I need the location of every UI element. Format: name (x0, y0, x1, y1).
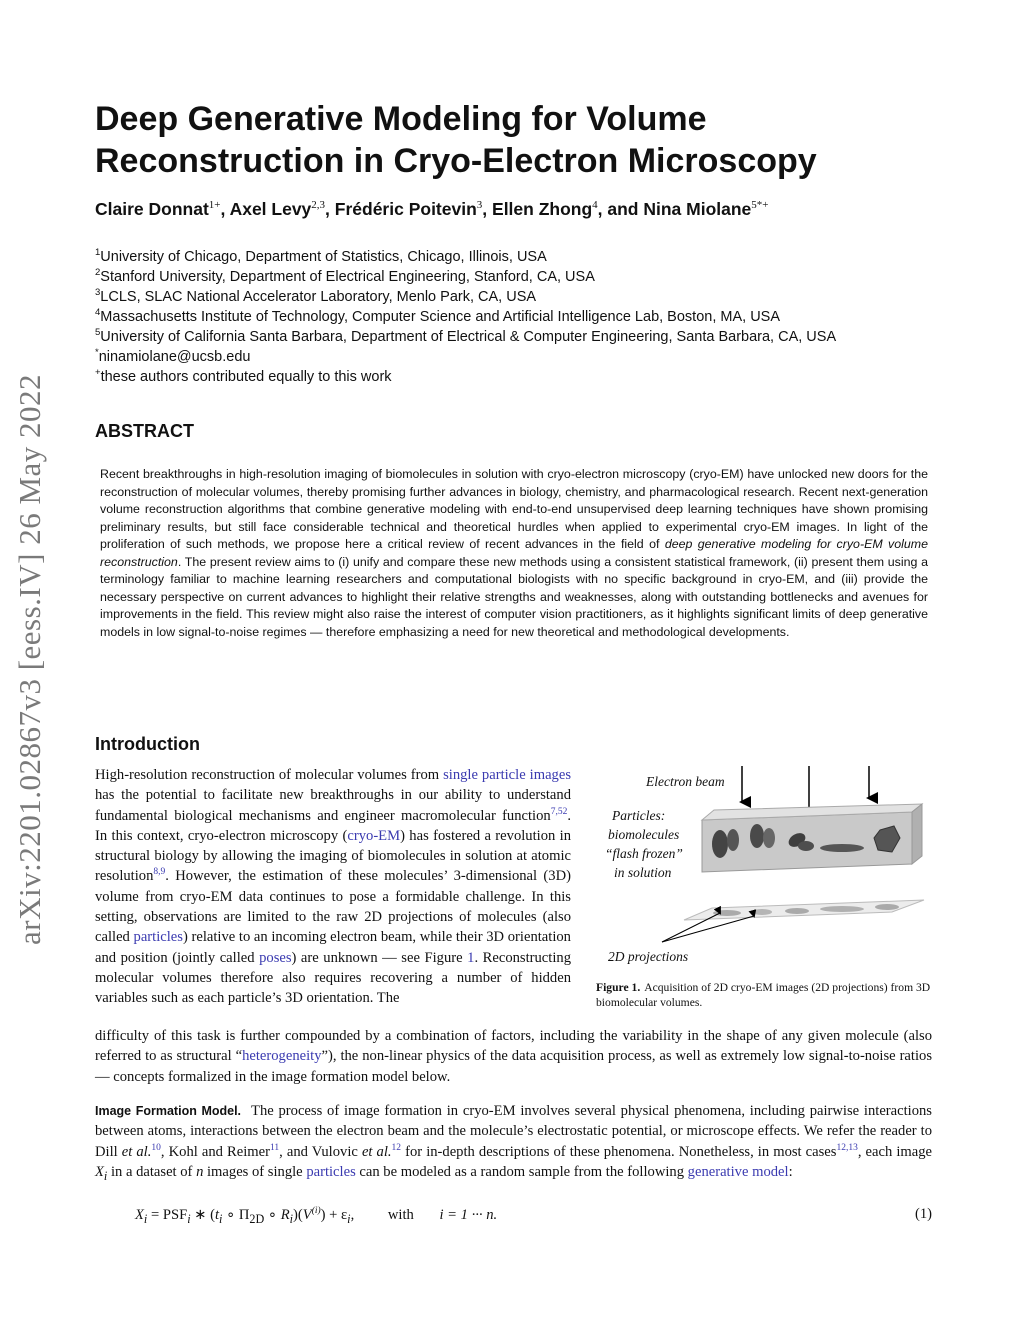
author-affil: 4 (592, 199, 598, 212)
figure-1 (592, 760, 937, 970)
paragraph-heading: Image Formation Model. (95, 1104, 242, 1118)
glossary-link[interactable]: poses (259, 949, 292, 966)
math-op: )( (293, 1207, 303, 1223)
particle (820, 844, 864, 852)
math-sub: i (143, 1211, 148, 1226)
affiliation-mark: 2 (95, 267, 101, 279)
affiliation-text: Massachusetts Institute of Technology, Computer Science and Artificial Intelligence Lab, Boston, MA, USA (100, 309, 781, 325)
author-affil: 3 (476, 199, 483, 212)
affiliation-mark: 1 (95, 247, 101, 259)
affiliation (95, 307, 836, 327)
figure-caption (596, 980, 936, 1010)
label-particles: in solution (614, 865, 672, 880)
math-op: ∘ (264, 1207, 281, 1223)
text-run: : (788, 1163, 793, 1180)
citation-link[interactable]: 11 (269, 1142, 280, 1153)
citation-link[interactable]: 10 (151, 1142, 161, 1153)
label-particles: Particles: (612, 808, 666, 823)
glossary-link[interactable]: heterogeneity (242, 1048, 322, 1065)
text-run: has the potential to facilitate new breakthroughs in our ability to understand fundamental biological mechanisms and engineer macromolecular function (95, 787, 571, 824)
abstract-emphasis: deep generative modeling for cryo-EM volume reconstruction (100, 537, 928, 569)
arxiv-identifier: arXiv:2201.02867v3 [eess.IV] 26 May 2022 (12, 373, 47, 945)
particle (763, 828, 775, 848)
math-var: X (135, 1207, 144, 1223)
author-name: Ellen Zhong (492, 199, 593, 219)
text-run: . In this context, cryo-electron microscopy ( (95, 807, 571, 844)
figure-diagram (592, 760, 937, 970)
affiliation-text: these authors contributed equally to this work (100, 369, 392, 385)
affiliation (95, 327, 836, 347)
text-run: ) are unknown — see Figure (291, 949, 468, 966)
text-run: . However, the estimation of these molecules’ 3-dimensional (3D) volume from cryo-EM data continues to pose a formidable challenge. In this setting, observations are limited to the raw 2D projections of molecules (also called (95, 868, 571, 946)
text-run: , Kohl and Reimer (160, 1143, 270, 1160)
introduction-heading: Introduction (95, 734, 200, 754)
glossary-link[interactable]: single particle images (443, 767, 571, 783)
affiliation-text: Stanford University, Department of Electrical Engineering, Stanford, CA, USA (100, 269, 595, 285)
math-var: V (302, 1207, 312, 1223)
math-sub: i (103, 1168, 108, 1183)
text-run: difficulty of this task is further compounded by a combination of factors, including the variability in the shape of any given molecule (also referred to as structural “ (95, 1028, 932, 1065)
math-op: = PSF (150, 1207, 188, 1223)
text-run: et al. (361, 1143, 392, 1160)
author-name: Frédéric Poitevin (334, 199, 477, 219)
math-text: with (387, 1207, 414, 1223)
math-var: n (196, 1163, 204, 1180)
author-affil: 1+ (208, 199, 221, 212)
citation-link[interactable]: 12 (391, 1142, 402, 1153)
text-run: ) has fostered a revolution in structural biology by allowing the imaging of biomolecules in solution at atomic resolution (95, 827, 572, 885)
math-sub: 2D (249, 1211, 265, 1226)
projection-plane (684, 900, 924, 920)
projection-arrow (662, 916, 754, 942)
affiliation-mark: + (95, 367, 101, 379)
particle (750, 824, 764, 848)
text-run: High-resolution reconstruction of molecular volumes from (95, 767, 444, 783)
text-run: et al. (121, 1143, 152, 1160)
text-run: ) relative to an incoming electron beam, while their 3D orientation and position (jointly called (95, 929, 571, 966)
figure-link[interactable]: 1 (467, 949, 475, 966)
text-run: can be modeled as a random sample from the following (355, 1163, 688, 1180)
label-particles: “flash frozen” (605, 846, 683, 861)
math-op: ∘ Π (222, 1207, 250, 1223)
text-run: ”), the non-linear physics of the data acquisition process, as well as extremely low signal-to-noise ratios — concepts formalized in the image formation model below. (95, 1048, 932, 1085)
particle (727, 829, 739, 851)
affiliation-mark: 5 (95, 327, 101, 339)
math-var: R (280, 1207, 290, 1223)
affiliation (95, 367, 836, 387)
equation-1 (135, 1206, 932, 1227)
math-var: X (95, 1163, 104, 1180)
author-affil: 2,3 (311, 199, 326, 212)
text-run: , each image (857, 1143, 933, 1160)
citation-link[interactable]: 12,13 (836, 1142, 858, 1153)
glossary-link[interactable]: particles (306, 1163, 356, 1180)
equation-number: (1) (914, 1206, 932, 1222)
affiliation-mark: 3 (95, 287, 101, 299)
glossary-link[interactable]: cryo-EM (347, 827, 401, 844)
math-var: t (214, 1207, 220, 1223)
glossary-link[interactable]: particles (133, 929, 183, 946)
text-run: images of single (203, 1163, 307, 1180)
math-op: ) + ε (320, 1207, 348, 1223)
math-op: , (350, 1207, 355, 1223)
affiliation (95, 267, 836, 287)
math-range: i = 1 ··· n. (439, 1207, 498, 1223)
caption-text: Acquisition of 2D cryo-EM images (2D projections) from 3D biomolecular volumes. (596, 981, 931, 1009)
math-sup: (i) (311, 1206, 321, 1217)
caption-label: Figure 1. (596, 981, 641, 994)
affiliation-text: University of California Santa Barbara, Department of Electrical & Computer Engineering, Santa Barbara, CA, USA (100, 329, 837, 345)
text-run: , and Vulovic (279, 1143, 362, 1160)
text-run: The process of image formation in cryo-EM involves several physical phenomena, including pairwise interactions between atoms, interactions between the electron beam and the molecule’s electrostatic potential, or microscope effects. We refer the reader to Dill (95, 1103, 932, 1160)
abstract-part: . The present review aims to (i) unify and compare these new methods using a consistent statistical framework, (ii) present them using a terminology familiar to machine learning researchers and computational biologists with no specific background in cryo-EM, and (iii) provide the necessary perspective on current advances to highlight their relative strengths and weaknesses, along with outstanding bottlenecks and avenues for improvements in the field. This review might also raise the interest of computer vision practitioners, as it highlights significant limits of deep generative models in low signal-to-noise regimes — therefore emphasizing a need for new theoretical and methodological developments. (100, 554, 928, 639)
text-run: in a dataset of (107, 1163, 197, 1180)
contact-email[interactable]: ninamiolane@ucsb.edu (98, 349, 251, 365)
glossary-link[interactable]: generative model (687, 1163, 789, 1180)
affiliation-mark: 4 (95, 307, 101, 319)
intro-paragraph-continued (95, 1026, 932, 1087)
math-op: ∗ ( (190, 1207, 215, 1223)
author-affil: 5*+ (751, 199, 769, 212)
affiliation-text: LCLS, SLAC National Accelerator Laboratory, Menlo Park, CA, USA (100, 289, 537, 305)
particle (798, 841, 814, 851)
author-name: Claire Donnat (95, 199, 209, 219)
paper-title: Deep Generative Modeling for Volume Reconstruction in Cryo-Electron Microscopy (95, 100, 817, 180)
math-sub: i (187, 1211, 191, 1226)
label-particles: biomolecules (608, 827, 680, 842)
label-2d-projections: 2D projections (608, 949, 689, 964)
text-run: for in-depth descriptions of these phenomena. Nonetheless, in most cases (401, 1143, 837, 1160)
image-formation-paragraph (95, 1101, 932, 1186)
abstract-heading: ABSTRACT (95, 421, 194, 441)
abstract-text (100, 466, 928, 641)
author-name: Nina Miolane (643, 199, 752, 219)
citation-link[interactable]: 7,52 (550, 806, 568, 817)
author-name: Axel Levy (229, 199, 312, 219)
math-sub: i (289, 1211, 294, 1226)
text-run: . Reconstructing molecular volumes therefore also requires recovering a number of hidden variables such as each particle’s 3D orientation. The (95, 949, 571, 1007)
math-sub: i (347, 1211, 351, 1226)
affiliation-list (95, 247, 836, 387)
intro-paragraph (95, 765, 571, 1009)
affiliation (95, 247, 836, 267)
abstract-part: Recent breakthroughs in high-resolution imaging of biomolecules in solution with cryo-electron microscopy (cryo-EM) have unlocked new doors for the reconstruction of molecular volumes, thereby promising further advances in biology, chemistry, and pharmacological research. Recent next-generation volume reconstruction algorithms that combine generative modeling with end-to-end unsupervised deep learning techniques have shown promising preliminary results, but still face considerable technical and theoretical hurdles when applied to experimental cryo-EM images. In light of the proliferation of such methods, we propose here a critical review of recent advances in the field of (100, 467, 928, 551)
label-electron-beam: Electron beam (646, 774, 725, 789)
affiliation (95, 347, 836, 367)
affiliation-text: University of Chicago, Department of Statistics, Chicago, Illinois, USA (100, 249, 547, 265)
particle (712, 830, 728, 858)
author-list: Claire Donnat$^{1+}$, Axel Levy$^{2,3}$, Frédéric Poitevin$^3$, Ellen Zhong$^4$, and Nina Miolane$^{5*+}$ (95, 199, 769, 219)
math-sub: i (219, 1211, 223, 1226)
affiliation-mark: * (95, 347, 99, 359)
citation-link[interactable]: 8,9 (153, 867, 166, 878)
affiliation (95, 287, 836, 307)
